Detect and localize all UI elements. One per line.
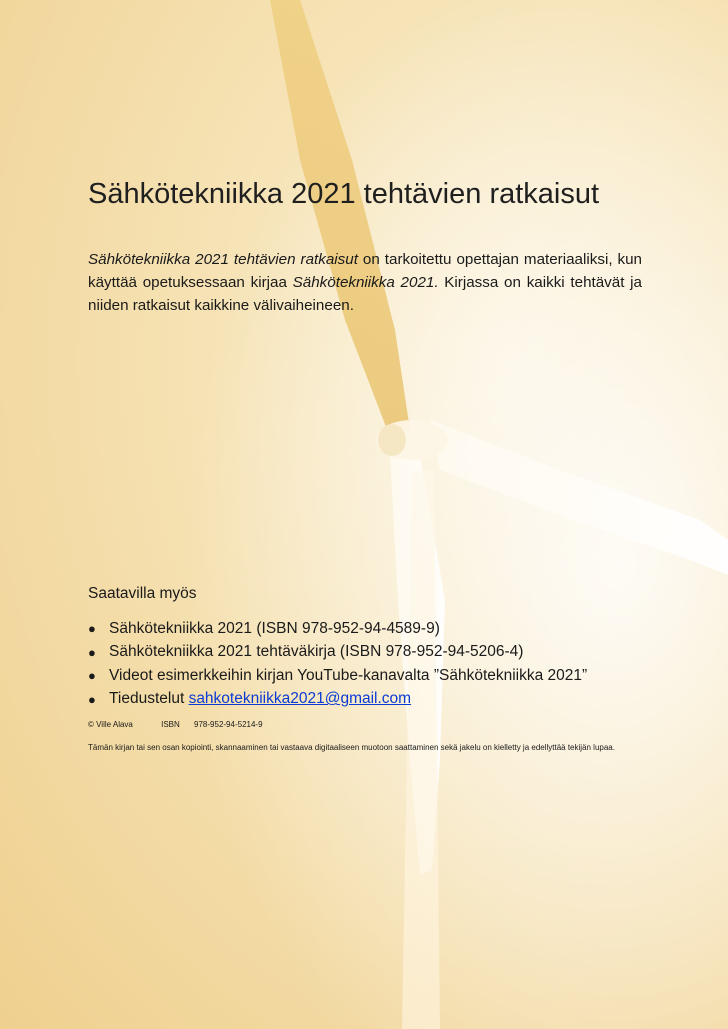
list-item-text: Sähkötekniikka 2021 tehtäväkirja (ISBN 978-952-94-5206-4)	[109, 643, 524, 661]
copyright-text: © Ville Alava	[88, 720, 133, 729]
intro-book-reference: Sähkötekniikka 2021.	[292, 274, 439, 291]
intro-text: on tarkoitettu opettajan materiaaliksi, kun käyttää opetuksessaan kirjaa	[88, 251, 642, 291]
intro-book-title: Sähkötekniikka 2021 tehtävien ratkaisut	[88, 251, 358, 268]
publication-meta	[88, 720, 289, 729]
bullet-icon: ●	[88, 691, 96, 707]
page-title: Sähkötekniikka 2021 tehtävien ratkaisut	[88, 178, 600, 210]
availability-heading: Saatavilla myös	[88, 585, 197, 602]
bullet-icon: ●	[88, 644, 96, 660]
contact-email-link[interactable]: sahkotekniikka2021@gmail.com	[188, 690, 412, 708]
bullet-icon: ●	[88, 621, 96, 637]
copyright-notice: Tämän kirjan tai sen osan kopiointi, skannaaminen tai vastaava digitaaliseen muotoon saattaminen sekä jakelu on kielletty ja edellyttää tekijän lupaa.	[88, 743, 615, 752]
list-item	[88, 664, 587, 688]
contact-label: Tiedustelut	[109, 690, 189, 708]
intro-text-end: Kirjassa on kaikki tehtävät ja niiden ratkaisut kaikkine välivaiheineen.	[88, 274, 643, 314]
intro-paragraph	[88, 248, 642, 317]
list-item-text: Sähkötekniikka 2021 (ISBN 978-952-94-4589-9)	[109, 619, 440, 637]
isbn-label: ISBN	[161, 720, 180, 729]
list-item-text: Videot esimerkkeihin kirjan YouTube-kanavalta ”Sähkötekniikka 2021”	[109, 666, 588, 684]
list-item	[88, 641, 587, 665]
list-item	[88, 617, 587, 641]
availability-list	[88, 617, 587, 711]
bullet-icon: ●	[88, 668, 96, 684]
isbn-value: 978-952-94-5214-9	[194, 720, 263, 729]
list-item	[88, 688, 587, 712]
